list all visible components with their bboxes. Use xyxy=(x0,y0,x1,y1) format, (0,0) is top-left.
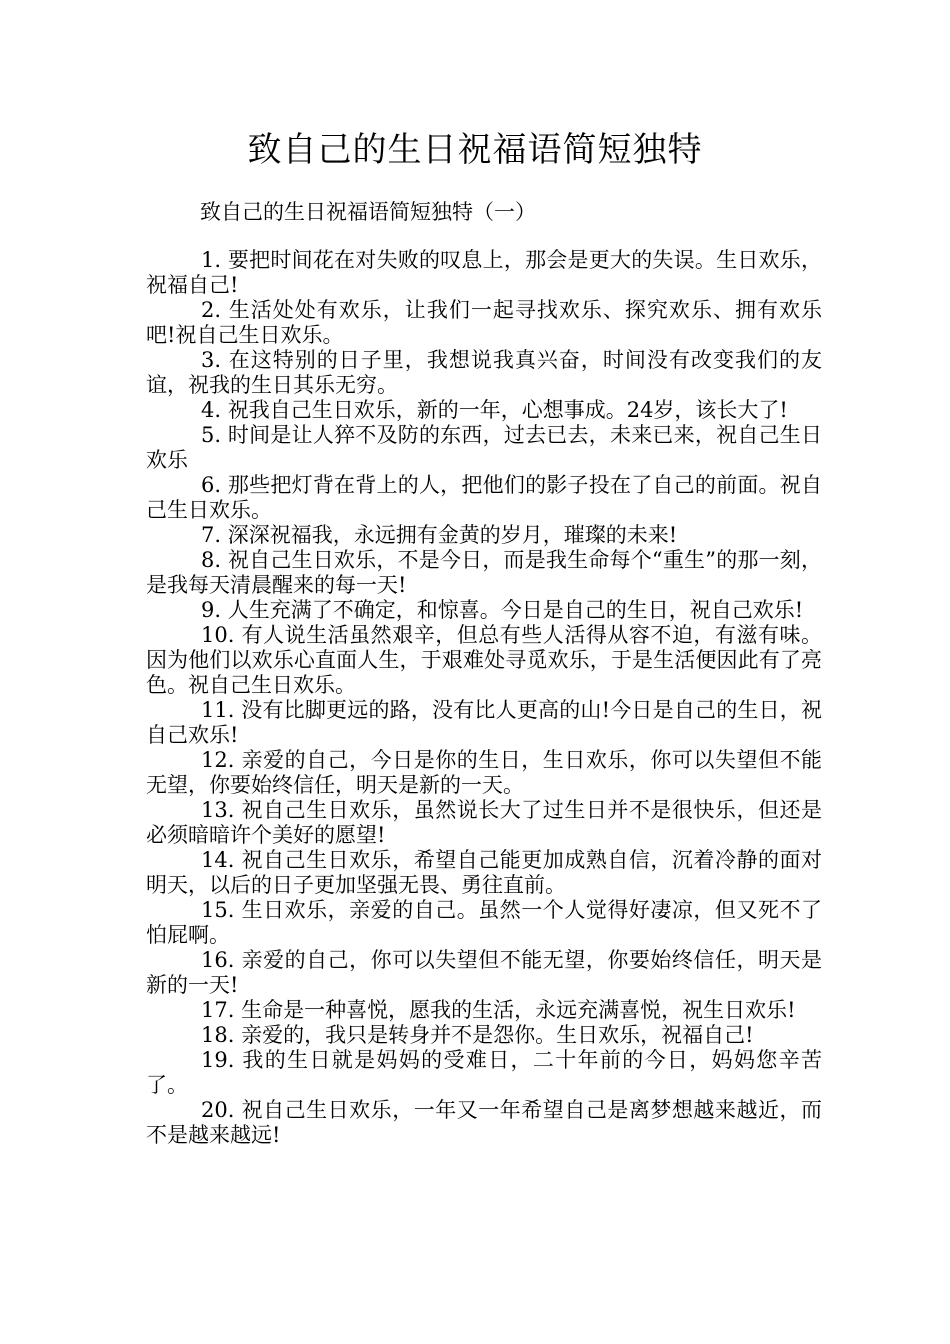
list-item: 13. 祝自己生日欢乐，虽然说长大了过生日并不是很快乐，但还是必须暗暗许个美好的愿望! xyxy=(146,798,822,847)
list-item: 17. 生命是一种喜悦，愿我的生活，永远充满喜悦，祝生日欢乐! xyxy=(201,998,796,1022)
list-item: 1. 要把时间花在对失败的叹息上，那会是更大的失误。生日欢乐，祝福自己! xyxy=(146,248,822,297)
document-title: 致自己的生日祝福语简短独特 xyxy=(247,130,703,170)
list-item: 12. 亲爱的自己，今日是你的生日，生日欢乐，你可以失望但不能无望，你要始终信任，明天是新的一天。 xyxy=(146,748,822,797)
list-item: 15. 生日欢乐，亲爱的自己。虽然一个人觉得好凄凉，但又死不了怕屁啊。 xyxy=(146,898,822,947)
list-item: 11. 没有比脚更远的路，没有比人更高的山!今日是自己的生日，祝自己欢乐! xyxy=(146,698,822,747)
list-item: 6. 那些把灯背在背上的人，把他们的影子投在了自己的前面。祝自己生日欢乐。 xyxy=(146,473,822,522)
list-item: 14. 祝自己生日欢乐，希望自己能更加成熟自信，沉着冷静的面对明天，以后的日子更加坚强无畏、勇往直前。 xyxy=(146,848,822,897)
list-item: 10. 有人说生活虽然艰辛，但总有些人活得从容不迫，有滋有味。因为他们以欢乐心直面人生，于艰难处寻觅欢乐，于是生活便因此有了亮色。祝自己生日欢乐。 xyxy=(146,623,822,697)
list-item: 9. 人生充满了不确定，和惊喜。今日是自己的生日，祝自己欢乐! xyxy=(201,598,804,622)
list-item: 3. 在这特别的日子里，我想说我真兴奋，时间没有改变我们的友谊，祝我的生日其乐无穷。 xyxy=(146,348,822,397)
list-item: 18. 亲爱的，我只是转身并不是怨你。生日欢乐，祝福自己! xyxy=(201,1023,754,1047)
list-item: 2. 生活处处有欢乐，让我们一起寻找欢乐、探究欢乐、拥有欢乐吧!祝自己生日欢乐。 xyxy=(146,298,822,347)
document-subtitle: 致自己的生日祝福语简短独特（一） xyxy=(200,200,536,224)
list-item: 4. 祝我自己生日欢乐，新的一年，心想事成。24岁，该长大了! xyxy=(201,398,788,422)
wish-list xyxy=(146,248,822,1148)
list-item: 5. 时间是让人猝不及防的东西，过去已去，未来已来，祝自己生日欢乐 xyxy=(146,423,822,472)
list-item: 8. 祝自己生日欢乐，不是今日，而是我生命每个“重生”的那一刻，是我每天清晨醒来的每一天! xyxy=(146,548,822,597)
list-item: 16. 亲爱的自己，你可以失望但不能无望，你要始终信任，明天是新的一天! xyxy=(146,948,822,997)
list-item: 7. 深深祝福我，永远拥有金黄的岁月，璀璨的未来! xyxy=(201,523,678,547)
list-item: 20. 祝自己生日欢乐，一年又一年希望自己是离梦想越来越近，而不是越来越远! xyxy=(146,1098,822,1147)
list-item: 19. 我的生日就是妈妈的受难日，二十年前的今日，妈妈您辛苦了。 xyxy=(146,1048,822,1097)
